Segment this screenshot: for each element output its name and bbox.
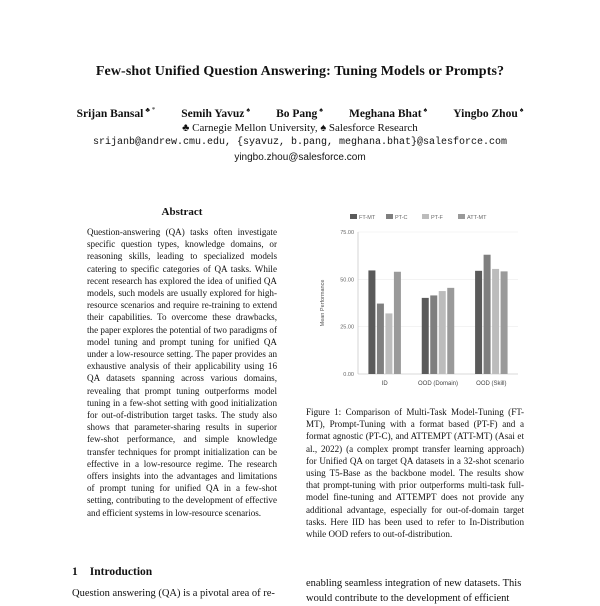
author-1: Srijan Bansal ♣ * bbox=[76, 106, 156, 120]
legend-swatch-2 bbox=[422, 214, 429, 219]
author-5: Yingbo Zhou ♠ bbox=[453, 106, 524, 120]
email-line-1: srijanb@andrew.cmu.edu, {syavuz, b.pang, meghana.bhat}@salesforce.com bbox=[92, 137, 508, 148]
bar-pt-c-0 bbox=[377, 304, 384, 374]
bar-pt-c-1 bbox=[430, 295, 437, 374]
author-3: Bo Pang ♠ bbox=[276, 106, 324, 120]
legend-swatch-0 bbox=[350, 214, 357, 219]
legend-label-2: PT-F bbox=[431, 215, 443, 221]
legend-label-0: FT-MT bbox=[359, 215, 376, 221]
author-list bbox=[0, 106, 600, 120]
intro-left-text: Question answering (QA) is a pivotal area of re- bbox=[72, 588, 275, 599]
x-tick-label-0: ID bbox=[381, 381, 388, 387]
y-axis-label: Mean Performance bbox=[320, 279, 326, 327]
bar-ft-mt-0 bbox=[368, 270, 375, 374]
intro-right-text bbox=[306, 576, 528, 606]
bar-att-mt-1 bbox=[447, 288, 454, 374]
abstract-heading: Abstract bbox=[161, 206, 203, 218]
bar-pt-c-2 bbox=[484, 255, 491, 374]
bar-ft-mt-1 bbox=[422, 298, 429, 374]
section-heading-introduction: 1 Introduction bbox=[72, 566, 153, 578]
bar-ft-mt-2 bbox=[475, 271, 482, 374]
bar-att-mt-2 bbox=[501, 271, 508, 374]
email-line-2: yingbo.zhou@salesforce.com bbox=[234, 152, 366, 163]
legend-swatch-3 bbox=[458, 214, 465, 219]
y-tick-label-1: 25.00 bbox=[340, 324, 354, 331]
legend-label-1: PT-C bbox=[395, 215, 408, 221]
bar-pt-f-2 bbox=[492, 269, 499, 374]
legend-label-3: ATT-MT bbox=[467, 215, 487, 221]
legend-swatch-1 bbox=[386, 214, 393, 219]
x-tick-label-1: OOD (Domain) bbox=[417, 381, 459, 387]
author-4: Meghana Bhat ♠ bbox=[349, 106, 428, 120]
figure-1-chart bbox=[306, 206, 526, 396]
author-2: Semih Yavuz ♠ bbox=[181, 106, 251, 120]
intro-right-line-1: enabling seamless integration of new datasets. This bbox=[306, 578, 522, 589]
y-tick-label-2: 50.00 bbox=[340, 277, 354, 284]
bar-pt-f-1 bbox=[439, 291, 446, 374]
x-tick-label-2: OOD (Skill) bbox=[476, 381, 507, 387]
bar-att-mt-0 bbox=[394, 272, 401, 374]
y-tick-label-3: 75.00 bbox=[340, 230, 354, 236]
abstract-text: Question-answering (QA) tasks often investigate specific question types, knowledge domains, or reasoning skills, leading to specialized models catering to specific categories of QA tasks. While recent research has explored the idea of unified QA models, such models are usually explored for high-resource scenarios and require re-training to extend their capabilities. To overcome these drawbacks, the paper explores the potential of two paradigms of model tuning and prompt tuning for unified QA under a low-resource setting. The paper provides an exhaustive analysis of their applicability using 16 QA datasets spanning across various domains, revealing that prompt tuning outperforms model tuning in a few-shot setting with good initialization for out-of-distribution target tasks. The study also shows that parameter-sharing results in superior few-shot performance, and simple knowledge transfer techniques for prompt initialization can be effective in a low-resource regime. The research offers insights into the advantages and limitations of prompt tuning for unified QA in a few-shot setting, contributing to the development of effective and efficient systems in low-resource scenarios. bbox=[87, 227, 277, 518]
figure-caption: Figure 1: Comparison of Multi-Task Model-Tuning (FT-MT), Prompt-Tuning with a format based (PT-F) and a format agnostic (PT-C), and ATTEMPT (ATT-MT) (Asai et al., 2022) (a complex prompt transfer learning approach) for Unified QA on target QA datasets in a 32-shot scenario using T5-Base as the backbone model. The results show that prompt-tuning with prior outperforms multi-task full-model fine-tuning and ATTEMPT does not provide any additional advantage, especially for out-of-domain target tasks. Here IID has been used to refer to In-Distribution while OOD refers to out-of-distribution. bbox=[306, 407, 524, 540]
intro-right-line-2: would contribute to the development of efficient bbox=[306, 593, 510, 604]
bar-chart bbox=[306, 206, 526, 396]
y-tick-label-0: 0.00 bbox=[343, 372, 354, 378]
paper-title: Few-shot Unified Question Answering: Tuning Models or Prompts? bbox=[95, 64, 505, 79]
affiliations: ♣ Carnegie Mellon University, ♠ Salesforce Research bbox=[182, 122, 418, 134]
bar-pt-f-0 bbox=[385, 313, 392, 374]
